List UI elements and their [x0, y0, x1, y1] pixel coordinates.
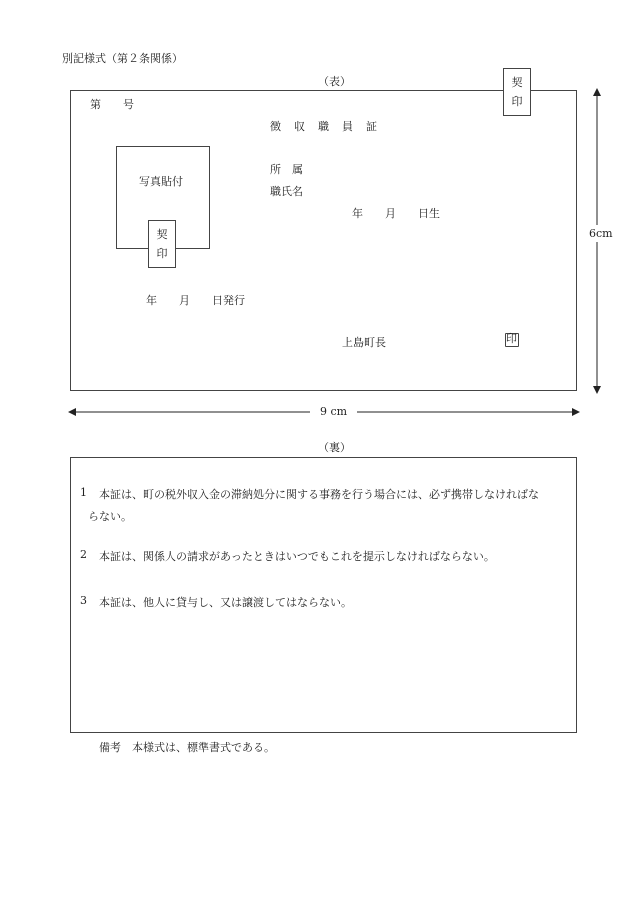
back-item-number: 3 [80, 594, 87, 607]
seal-char: 印 [156, 246, 168, 260]
seal-char: 契 [511, 75, 523, 89]
form-label: 別記様式（第２条関係） [62, 52, 183, 65]
birth-date-label: 年 月 日生 [352, 207, 440, 220]
card-title: 徴 収 職 員 証 [270, 120, 378, 133]
number-label: 第 号 [90, 98, 134, 111]
seal-box-photo [148, 220, 176, 268]
back-item-text-cont: らない。 [88, 510, 132, 523]
photo-label: 写真貼付 [139, 175, 183, 188]
affiliation-label: 所 属 [270, 163, 303, 176]
back-item-number: 1 [80, 486, 87, 499]
back-item-text: 本証は、他人に貸与し、又は譲渡してはならない。 [99, 596, 352, 609]
seal-char: 契 [156, 227, 168, 241]
front-side-label: （表） [318, 75, 351, 88]
back-side-label: （裏） [318, 441, 351, 454]
seal-char: 印 [511, 94, 523, 108]
remarks: 備考 本様式は、標準書式である。 [99, 741, 275, 754]
back-item-text: 本証は、関係人の請求があったときはいつでもこれを提示しなければならない。 [99, 550, 495, 563]
issuer-label: 上島町長 [342, 336, 386, 349]
seal-box-corner [503, 68, 531, 116]
issuer-seal-glyph: 印 [506, 332, 517, 345]
height-label: 6cm [589, 227, 613, 240]
issuer-seal [505, 333, 519, 347]
width-label: 9 cm [310, 405, 357, 418]
name-label: 職氏名 [270, 185, 303, 198]
issue-date-label: 年 月 日発行 [146, 294, 245, 307]
back-item-text: 本証は、町の税外収入金の滞納処分に関する事務を行う場合には、必ず携帯しなければな [99, 488, 539, 501]
back-item-number: 2 [80, 548, 87, 561]
